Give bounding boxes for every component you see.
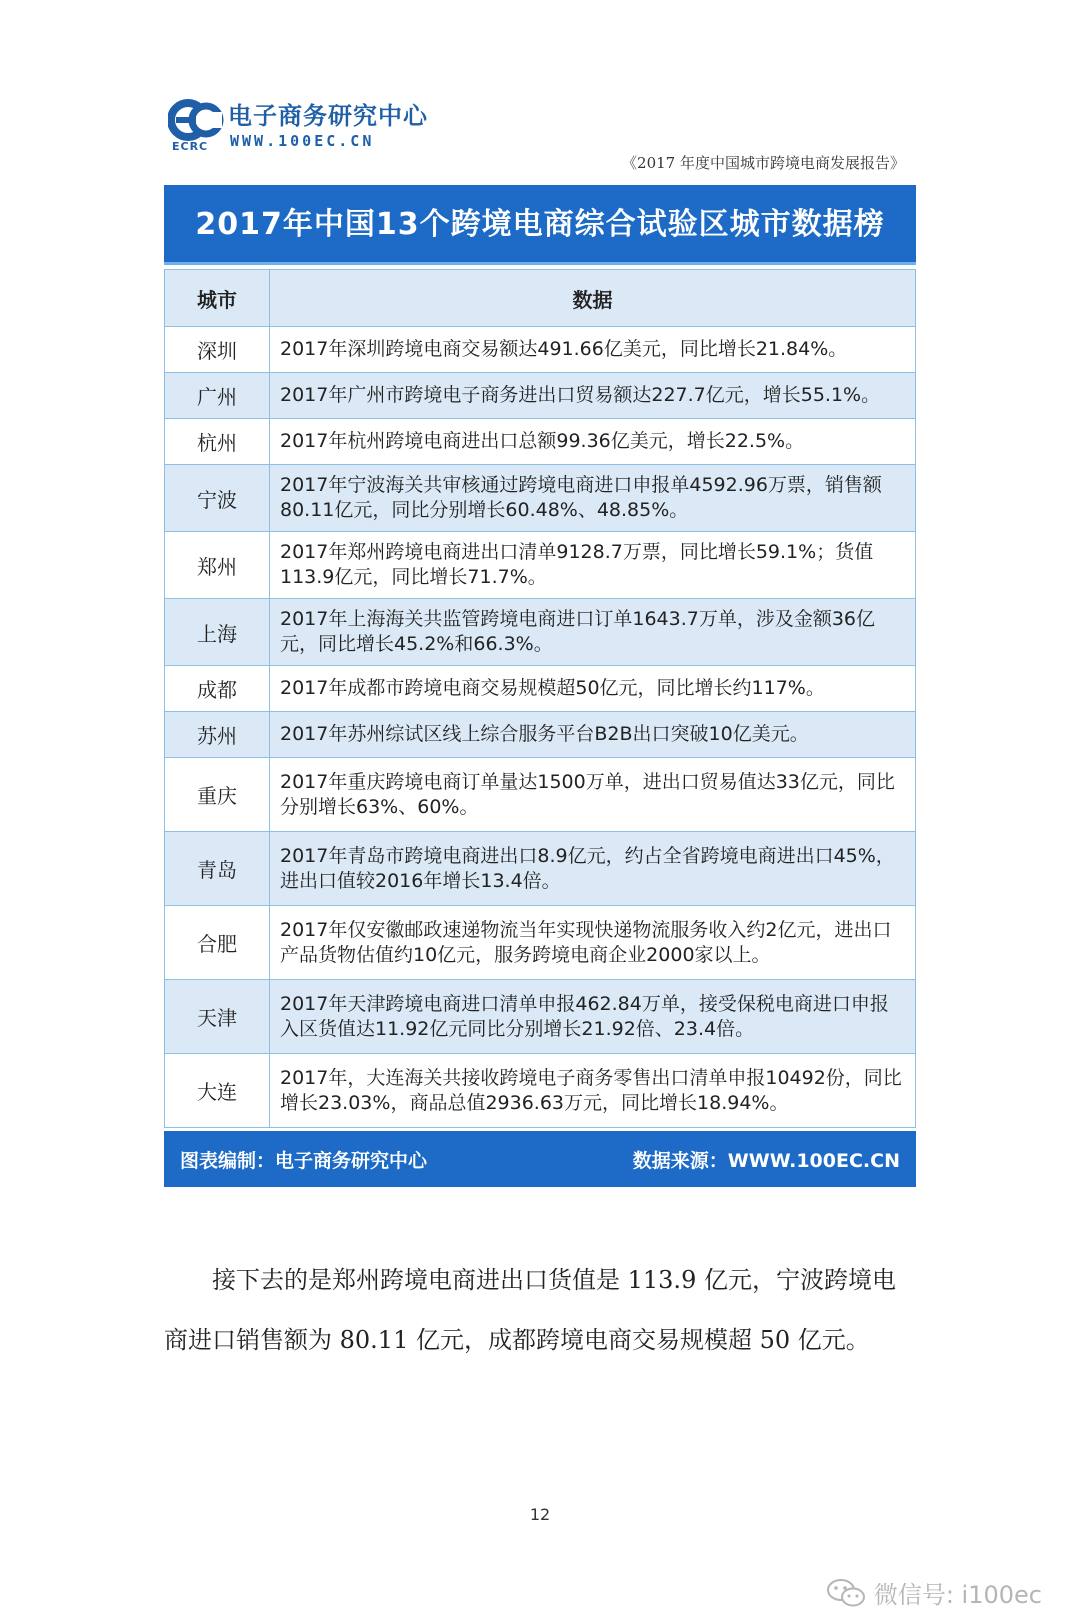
footer-compiler: 图表编制：电子商务研究中心 [180, 1149, 428, 1172]
data-cell: 2017年重庆跨境电商订单量达1500万单，进出口贸易值达33亿元，同比分别增长63%、60%。 [270, 758, 916, 832]
table-footer [164, 1128, 916, 1187]
table-row [165, 712, 916, 758]
data-cell: 2017年宁波海关共审核通过跨境电商进口申报单4592.96万票，销售额80.11亿元，同比分别增长60.48%、48.85%。 [270, 465, 916, 532]
table-row [165, 465, 916, 532]
table-row [165, 327, 916, 373]
table-row [165, 373, 916, 419]
logo-abbr: ECRC [172, 140, 209, 153]
city-cell: 大连 [165, 1054, 270, 1128]
data-cell: 2017年，大连海关共接收跨境电子商务零售出口清单申报10492份，同比增长23.03%，商品总值2936.63万元，同比增长18.94%。 [270, 1054, 916, 1128]
logo-url: WWW.100EC.CN [230, 132, 375, 150]
ecrc-logo [168, 96, 468, 160]
table-row [165, 666, 916, 712]
data-cell: 2017年广州市跨境电子商务进出口贸易额达227.7亿元，增长55.1%。 [270, 373, 916, 419]
wechat-id: 微信号: i100ec [873, 1581, 1042, 1609]
city-cell: 宁波 [165, 465, 270, 532]
city-cell: 苏州 [165, 712, 270, 758]
table-row [165, 599, 916, 666]
data-table-card [164, 185, 916, 1187]
city-cell: 天津 [165, 980, 270, 1054]
data-cell: 2017年杭州跨境电商进出口总额99.36亿美元，增长22.5%。 [270, 419, 916, 465]
city-data-table [164, 269, 916, 1128]
data-cell: 2017年仅安徽邮政速递物流当年实现快递物流服务收入约2亿元，进出口产品货物估值约10亿元，服务跨境电商企业2000家以上。 [270, 906, 916, 980]
body-paragraph: 接下去的是郑州跨境电商进出口货值是 113.9 亿元，宁波跨境电商进口销售额为 80.11 亿元，成都跨境电商交易规模超 50 亿元。 [164, 1266, 896, 1354]
city-cell: 郑州 [165, 532, 270, 599]
city-cell: 上海 [165, 599, 270, 666]
table-row [165, 419, 916, 465]
data-cell: 2017年深圳跨境电商交易额达491.66亿美元，同比增长21.84%。 [270, 327, 916, 373]
city-cell: 重庆 [165, 758, 270, 832]
table-row [165, 532, 916, 599]
city-cell: 青岛 [165, 832, 270, 906]
table-row [165, 980, 916, 1054]
wechat-icon [826, 1577, 866, 1609]
col-header-city: 城市 [165, 270, 270, 327]
data-cell: 2017年青岛市跨境电商进出口8.9亿元，约占全省跨境电商进出口45%，进出口值较2016年增长13.4倍。 [270, 832, 916, 906]
table-row [165, 1054, 916, 1128]
data-cell: 2017年成都市跨境电商交易规模超50亿元，同比增长约117%。 [270, 666, 916, 712]
city-cell: 深圳 [165, 327, 270, 373]
footer-source: 数据来源：WWW.100EC.CN [632, 1149, 900, 1172]
city-cell: 合肥 [165, 906, 270, 980]
city-cell: 广州 [165, 373, 270, 419]
page-number: 12 [529, 1505, 551, 1524]
data-cell: 2017年天津跨境电商进口清单申报462.84万单，接受保税电商进口申报入区货值达11.92亿元同比分别增长21.92倍、23.4倍。 [270, 980, 916, 1054]
table-row [165, 832, 916, 906]
logo-name: 电子商务研究中心 [228, 102, 428, 130]
table-title: 2017年中国13个跨境电商综合试验区城市数据榜 [164, 185, 916, 269]
report-title: 《2017 年度中国城市跨境电商发展报告》 [622, 154, 905, 172]
data-cell: 2017年上海海关共监管跨境电商进口订单1643.7万单，涉及金额36亿元，同比增长45.2%和66.3%。 [270, 599, 916, 666]
col-header-data: 数据 [270, 270, 916, 327]
table-header-row [165, 270, 916, 327]
table-row [165, 758, 916, 832]
city-cell: 成都 [165, 666, 270, 712]
table-row [165, 906, 916, 980]
data-cell: 2017年苏州综试区线上综合服务平台B2B出口突破10亿美元。 [270, 712, 916, 758]
city-cell: 杭州 [165, 419, 270, 465]
wechat-watermark [826, 1575, 1042, 1610]
data-cell: 2017年郑州跨境电商进出口清单9128.7万票，同比增长59.1%；货值113.9亿元，同比增长71.7%。 [270, 532, 916, 599]
